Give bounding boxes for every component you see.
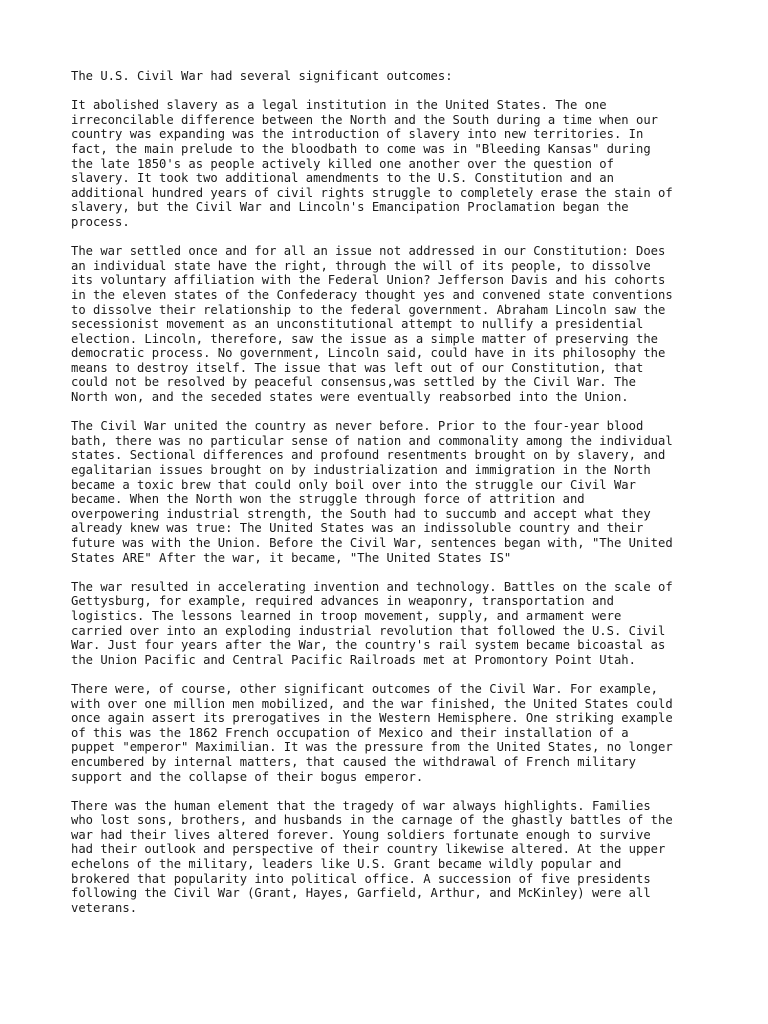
text-line: echelons of the military, leaders like U.S. Grant became wildly popular and (71, 857, 622, 872)
text-line: veterans. (71, 900, 138, 915)
text-line: encumbered by internal matters, that caused the withdrawal of French military (71, 754, 636, 769)
paragraph-slavery (71, 98, 696, 229)
text-line: process. (71, 214, 130, 229)
paragraph-intro (71, 69, 696, 84)
paragraph-unity (71, 419, 696, 565)
text-line: states. Sectional differences and profound resentments brought on by slavery, and (71, 448, 666, 463)
text-line: There were, of course, other significant outcomes of the Civil War. For example, (71, 681, 658, 696)
text-line: War. Just four years after the War, the country's rail system became bicoastal as (71, 638, 666, 653)
text-line: support and the collapse of their bogus emperor. (71, 769, 424, 784)
text-line: logistics. The lessons learned in troop movement, supply, and armament were (71, 608, 622, 623)
text-line: means to destroy itself. The issue that was left out of our Constitution, that (71, 360, 644, 375)
text-line: to dissolve their relationship to the federal government. Abraham Lincoln saw the (71, 302, 666, 317)
text-line: the Union Pacific and Central Pacific Railroads met at Promontory Point Utah. (71, 652, 636, 667)
text-line: once again assert its prerogatives in the Western Hemisphere. One striking example (71, 711, 673, 726)
text-line: It abolished slavery as a legal institution in the United States. The one (71, 98, 607, 113)
text-line: overpowering industrial strength, the South had to succumb and accept what they (71, 506, 651, 521)
text-line: had their outlook and perspective of their country likewise altered. At the upper (71, 842, 666, 857)
text-line: who lost sons, brothers, and husbands in the carnage of the ghastly battles of the (71, 813, 673, 828)
text-line: bath, there was no particular sense of nation and commonality among the individual (71, 433, 673, 448)
text-line: The Civil War united the country as never before. Prior to the four-year blood (71, 419, 644, 434)
text-line: democratic process. No government, Lincoln said, could have in its philosophy the (71, 346, 666, 361)
text-line: puppet "emperor" Maximilian. It was the pressure from the United States, no longer (71, 740, 673, 755)
text-line: Gettysburg, for example, required advances in weaponry, transportation and (71, 594, 614, 609)
text-line: slavery. It took two additional amendments to the U.S. Constitution and an (71, 171, 614, 186)
text-line: country was expanding was the introduction of slavery into new territories. In (71, 127, 644, 142)
text-line: in the eleven states of the Confederacy thought yes and convened state conventions (71, 287, 673, 302)
text-line: already knew was true: The United States was an indissoluble country and their (71, 521, 644, 536)
text-line: the late 1850's as people actively killed one another over the question of (71, 156, 614, 171)
text-line: North won, and the seceded states were eventually reabsorbed into the Union. (71, 390, 629, 405)
text-line: war had their lives altered forever. Young soldiers fortunate enough to survive (71, 827, 651, 842)
text-line: The U.S. Civil War had several significant outcomes: (71, 69, 453, 83)
text-line: slavery, but the Civil War and Lincoln's Emancipation Proclamation began the (71, 200, 629, 215)
text-line: There was the human element that the tragedy of war always highlights. Families (71, 798, 651, 813)
paragraph-human-element (71, 799, 696, 916)
text-line: The war resulted in accelerating invention and technology. Battles on the scale of (71, 579, 673, 594)
text-line: The war settled once and for all an issue not addressed in our Constitution: Does (71, 244, 666, 259)
document-page (71, 69, 696, 930)
text-line: with over one million men mobilized, and the war finished, the United States could (71, 696, 673, 711)
text-line: an individual state have the right, through the will of its people, to dissolve (71, 258, 651, 273)
text-line: became. When the North won the struggle through force of attrition and (71, 492, 585, 507)
text-line: future was with the Union. Before the Civil War, sentences began with, "The United (71, 536, 673, 550)
text-line: of this was the 1862 French occupation of Mexico and their installation of a (71, 725, 629, 740)
text-line: irreconcilable difference between the North and the South during a time when our (71, 112, 658, 127)
paragraph-technology (71, 580, 696, 668)
paragraph-union (71, 244, 696, 405)
text-line: election. Lincoln, therefore, saw the issue as a simple matter of preserving the (71, 331, 658, 346)
text-line: additional hundred years of civil rights struggle to completely erase the stain of (71, 185, 673, 200)
text-line: could not be resolved by peaceful consensus,was settled by the Civil War. The (71, 375, 636, 390)
text-line: fact, the main prelude to the bloodbath to come was in "Bleeding Kansas" during (71, 141, 651, 156)
text-line: its voluntary affiliation with the Federal Union? Jefferson Davis and his cohorts (71, 273, 666, 288)
text-line: egalitarian issues brought on by industrialization and immigration in the North (71, 463, 651, 478)
paragraph-hemisphere (71, 682, 696, 784)
text-line: following the Civil War (Grant, Hayes, Garfield, Arthur, and McKinley) were all (71, 886, 651, 901)
text-line: became a toxic brew that could only boil over into the struggle our Civil War (71, 477, 636, 492)
text-line: carried over into an exploding industrial revolution that followed the U.S. Civil (71, 623, 666, 638)
text-line: secessionist movement as an unconstitutional attempt to nullify a presidential (71, 317, 644, 332)
text-line: brokered that popularity into political office. A succession of five presidents (71, 871, 651, 886)
text-line: States ARE" After the war, it became, "The United States IS" (71, 550, 512, 565)
